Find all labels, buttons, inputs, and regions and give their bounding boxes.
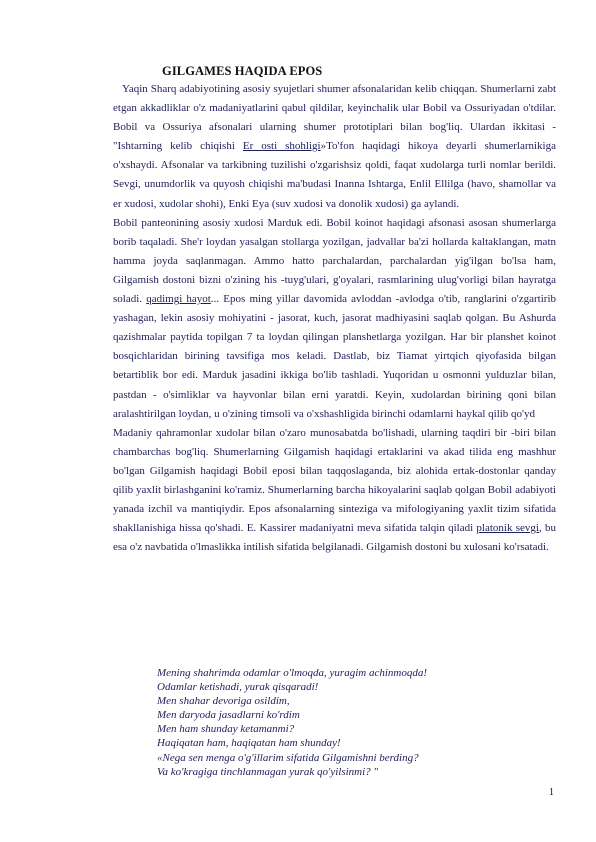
verse-line: Odamlar ketishadi, yurak qisqaradi!: [157, 681, 319, 694]
paragraph-1-text-a: Yaqin Sharq adabiyotining asosiy syujetlari shumer afsonalaridan kelib chiqqan. Shumerlarni zabt etgan akkadliklar o'z madaniyatlarini qabul qildilar, keyinchalik ular Bobil va Ossuriyadan o'tdilar. Bobil va Ossuriya afsonalari ularning shumer prototiplari bilan bog'liq. Ulardan ikkitasi - "Ishtarning kelib chiqishi: [113, 83, 556, 153]
verse-line: «Nega sen menga o'g'illarim sifatida Gilgamishni berding?: [157, 751, 419, 764]
verse-line: Men shahar devoriga osildim,: [157, 695, 290, 708]
document-body: [113, 80, 556, 557]
paragraph-1: [113, 80, 556, 214]
paragraph-2-text-a: Bobil panteonining asosiy xudosi Marduk edi. Bobil koinot haqidagi afsonasi asosan shumerlarga borib taqaladi. She'r loydan yasalgan stollarga yozilgan, jadvallar ba'zi hollarda kaltaklangan, matn hamma joyda saqlanmagan. Ammo hatto parchalardan, parchalardan yig'ilgan bo'lsa ham, Gilgamish dostoni bizni o'zining his -tuyg'ulari, g'oyalari, rasmlarining ulug'vorligi bilan hayratga soladi.: [113, 216, 556, 306]
verse-line: Mening shahrimda odamlar o'lmoqda, yuragim achinmoqda!: [157, 667, 428, 679]
link-platonik-sevgi[interactable]: platonik sevgi: [476, 522, 539, 535]
paragraph-2-text-b: ... Epos ming yillar davomida avloddan -avlodga o'tib, ranglarini o'zgartirib yashagan, lekin asosiy mohiyatini - jasorat, kuch, jasorat madhiyasini saqlab qolgan. Bu Ashurda qazishmalar paytida topilgan 7 ta loydan qilingan planshetlarga yozilgan. Har bir planshet koinot bosqichlaridan birining tavsifiga mos keladi. Dastlab, biz Tiamat yirtqich qiyofasida bilgan betartiblik bor edi. Marduk jasadini ikkiga bo'lib tashladi. Yuqoridan u osmonni yulduzlar bilan, pastdan - o'simliklar va hayvonlar bilan erni yaratdi. Keyin, xudolardan birining qoni bilan aralashtirilgan loydan, u o'zining timsoli va o'xshashligida birinchi odamlarni haykal qilib qo'yd: [113, 293, 556, 420]
verse-line: Haqiqatan ham, haqiqatan ham shunday!: [157, 737, 341, 750]
link-er-osti-shohligi[interactable]: Er osti shohligi: [242, 140, 321, 153]
link-qadimgi-hayot[interactable]: qadimgi hayot: [146, 293, 211, 306]
paragraph-2: [113, 214, 556, 424]
page-number: 1: [549, 787, 554, 798]
verse-block: [157, 666, 427, 779]
verse-line: Va ko'kragiga tinchlanmagan yurak qo'yilsinmi? ": [157, 765, 379, 778]
document-title: GILGAMES HAQIDA EPOS: [162, 64, 323, 78]
paragraph-3: [113, 424, 556, 558]
paragraph-1-text-b: »To'fon haqidagi hikoya deyarli shumerlarnikiga o'xshaydi. Afsonalar va tarkibning tuzilishi o'zgarishsiz qoldi, faqat xudolarga turli nomlar berildi. Sevgi, unumdorlik va quyosh chiqishi ma'budasi Inanna Ishtarga, Enlil Ellilga (havo, shamollar va er xudosi, xudolar shohi), Enki Eya (suv xudosi va donolik xudosi) ga aylandi.: [113, 140, 556, 210]
paragraph-3-text-b: , bu esa o'z navbatida o'lmaslikka intilish sifatida belgilanadi. Gilgamish dostoni bu xulosani ko'rsatadi.: [113, 522, 556, 554]
verse-line: Men ham shunday ketamanmi?: [157, 723, 295, 736]
paragraph-3-text-a: Madaniy qahramonlar xudolar bilan o'zaro munosabatda bo'lishadi, ularning taqdiri bir -biri bilan chambarchas bog'liq. Shumerlarning Gilgamish haqidagi ertaklarini va akad tilida eng mashhur bo'lgan Gilgamish haqidagi Bobil eposi bilan taqqoslaganda, biz alohida ertak-dostonlar qanday qilib yaxlit birlashganini ko'ramiz. Shumerlarning barcha hikoyalarini saqlab qolgan Bobil adabiyoti yanada izchil va mantiqiydir. Epos afsonalarning sinteziga va mifologiyaning yaxlit tizim sifatida shakllanishiga hissa qo'shadi. E. Kassirer madaniyatni meva sifatida talqin qiladi: [113, 426, 556, 535]
verse-line: Men daryoda jasadlarni ko'rdim: [157, 709, 300, 722]
